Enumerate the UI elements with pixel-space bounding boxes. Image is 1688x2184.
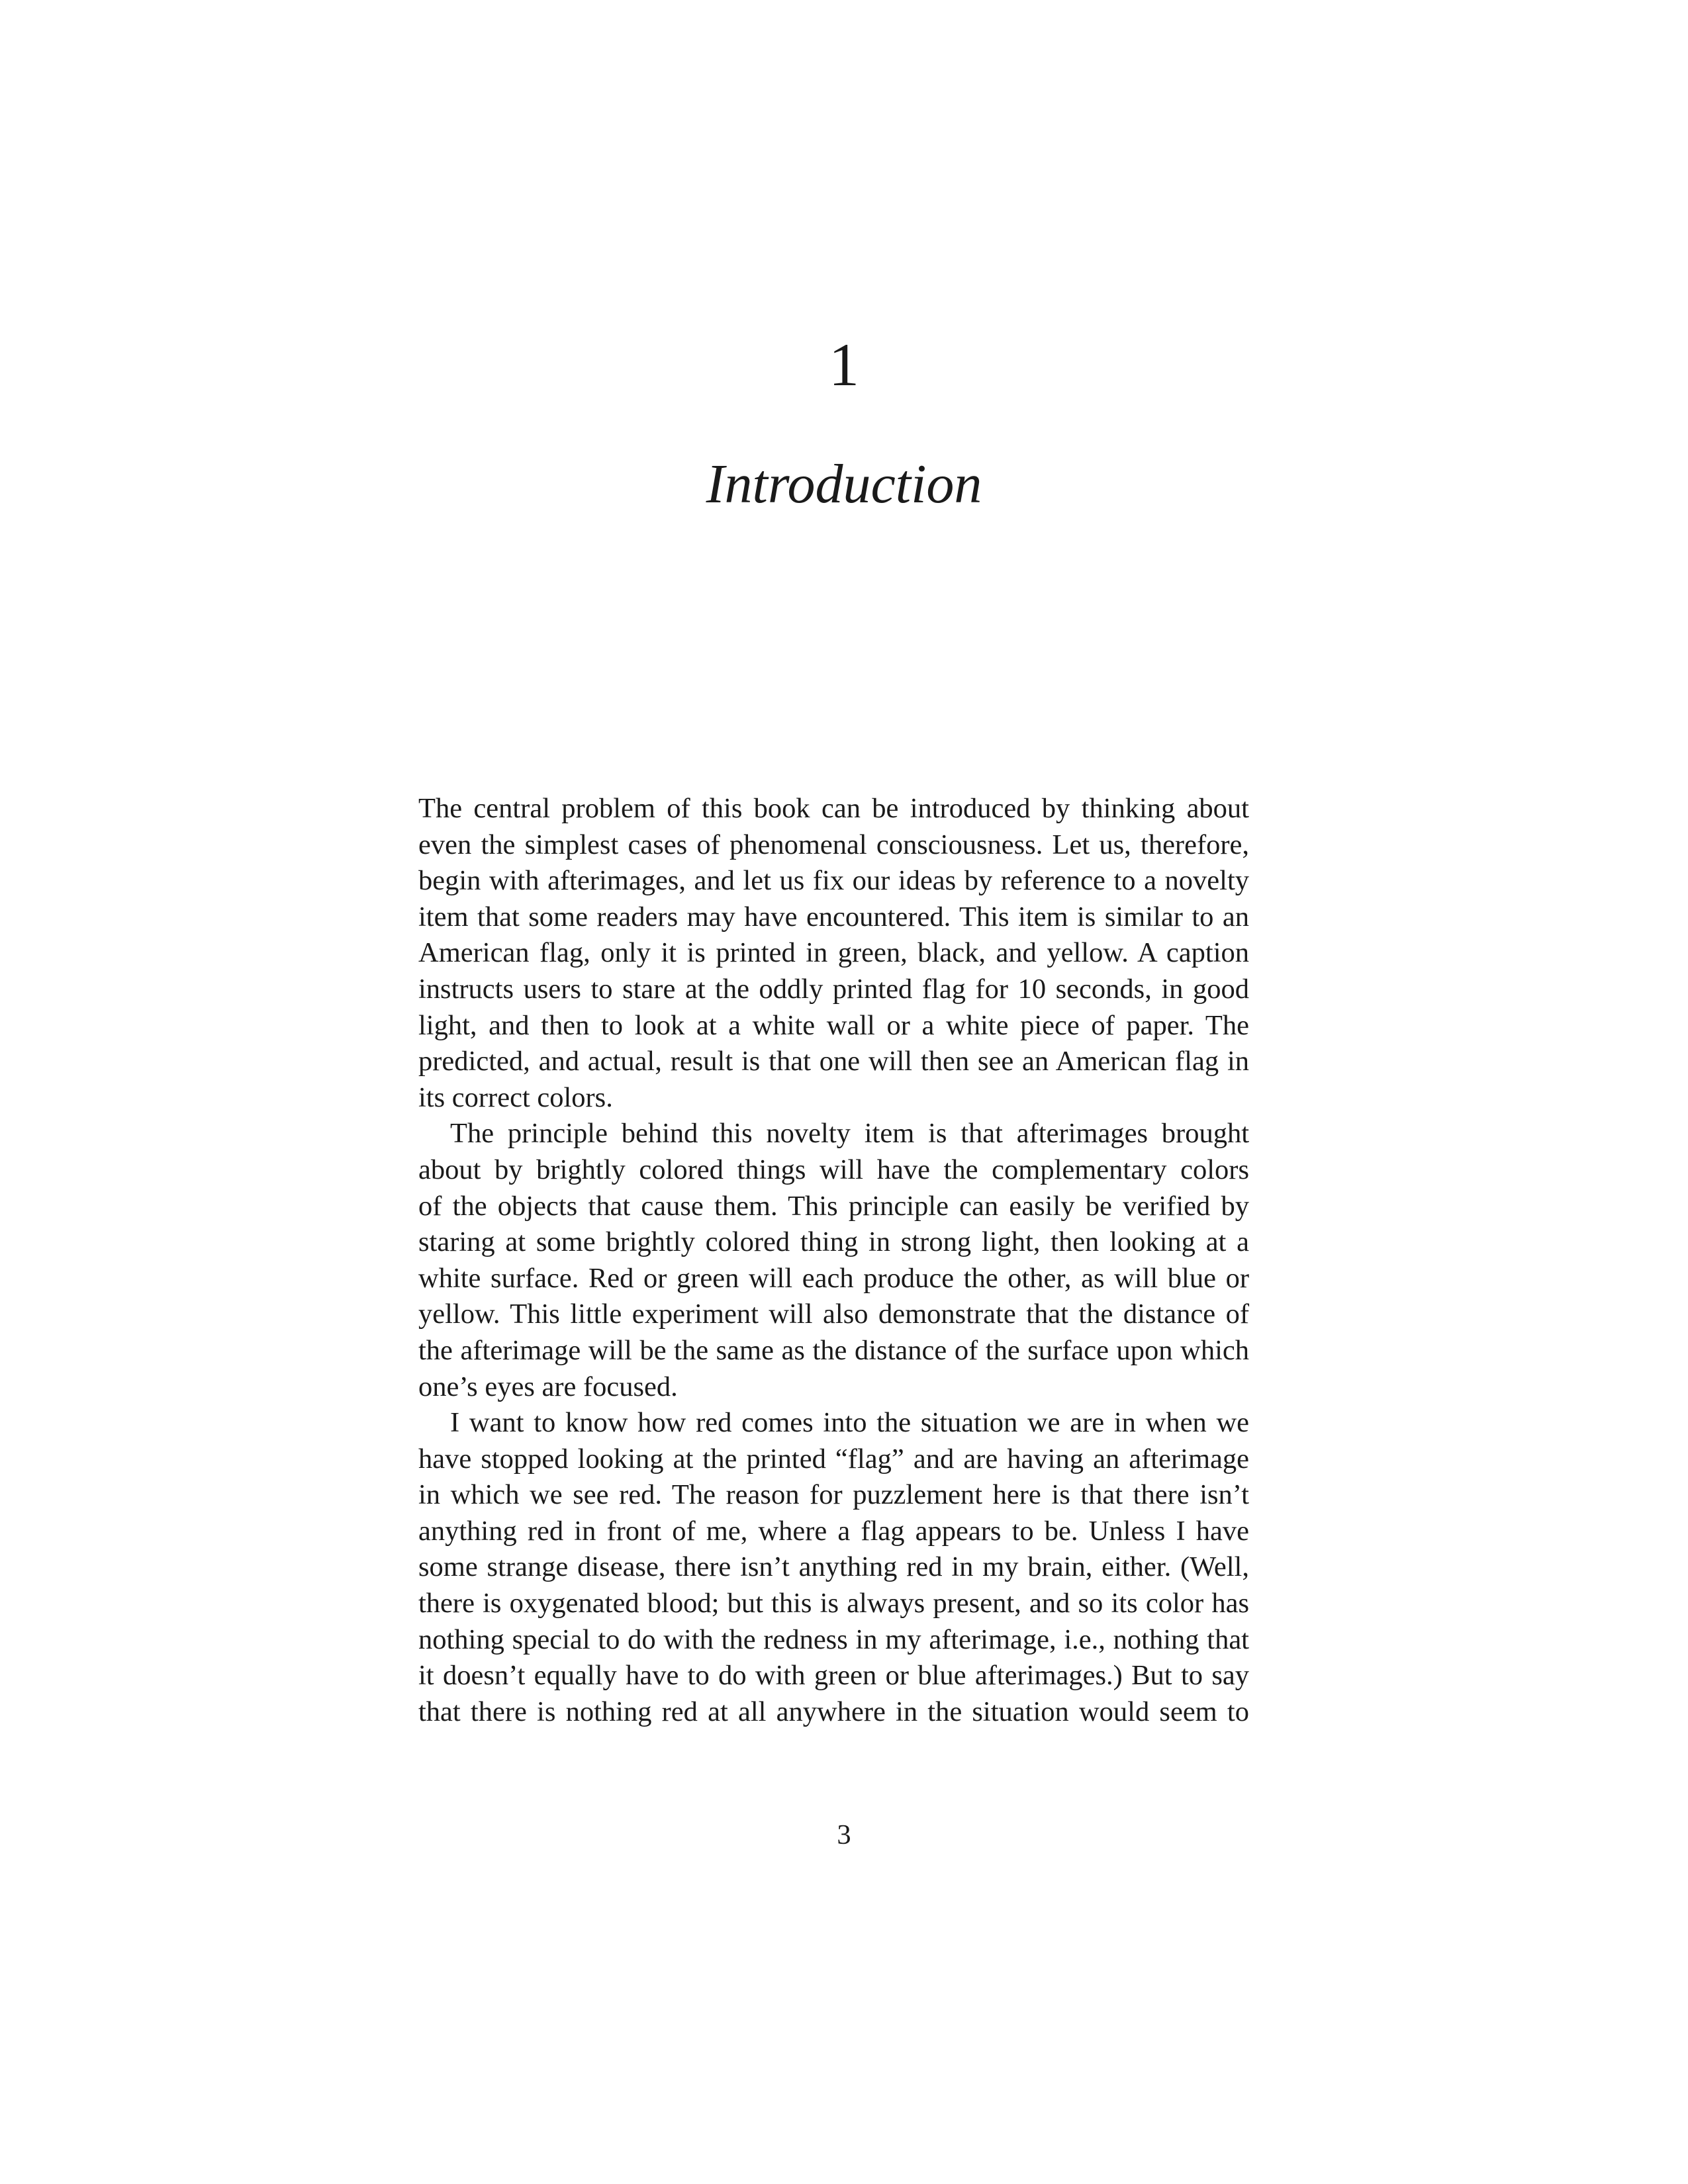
text-line: instructs users to stare at the oddly printed flag for 10 seconds, in good — [418, 973, 1249, 1005]
text-line: item that some readers may have encountered. This item is similar to an — [418, 901, 1249, 933]
text-line: light, and then to look at a white wall or a white piece of paper. The — [418, 1009, 1249, 1041]
text-line: nothing special to do with the redness in my afterimage, i.e., nothing that — [418, 1623, 1249, 1655]
text-line: the afterimage will be the same as the distance of the surface upon which — [418, 1334, 1249, 1366]
text-line: about by brightly colored things will have the complementary colors — [418, 1154, 1249, 1185]
body-text — [418, 791, 1249, 1730]
text-line: white surface. Red or green will each produce the other, as will blue or — [418, 1262, 1249, 1294]
text-line: its correct colors. — [418, 1081, 613, 1113]
text-line: I want to know how red comes into the situation we are in when we — [450, 1407, 1249, 1439]
text-line: of the objects that cause them. This principle can easily be verified by — [418, 1190, 1249, 1222]
text-line: one’s eyes are focused. — [418, 1371, 678, 1402]
text-line: have stopped looking at the printed “flag” and are having an afterimage — [418, 1443, 1249, 1475]
chapter-number: 1 — [829, 331, 859, 398]
text-line: American flag, only it is printed in green, black, and yellow. A caption — [418, 937, 1249, 969]
text-line: even the simplest cases of phenomenal consciousness. Let us, therefore, — [418, 829, 1249, 860]
text-line: The principle behind this novelty item is that afterimages brought — [450, 1118, 1249, 1150]
chapter-title: Introduction — [706, 453, 982, 515]
text-line: predicted, and actual, result is that one will then see an American flag in — [418, 1046, 1249, 1077]
text-line: in which we see red. The reason for puzzlement here is that there isn’t — [418, 1479, 1249, 1511]
text-line: it doesn’t equally have to do with green or blue afterimages.) But to say — [418, 1660, 1249, 1692]
text-line: yellow. This little experiment will also demonstrate that the distance of — [418, 1298, 1249, 1330]
text-line: there is oxygenated blood; but this is always present, and so its color has — [418, 1588, 1249, 1619]
text-line: some strange disease, there isn’t anything red in my brain, either. (Well, — [418, 1551, 1249, 1583]
text-line: begin with afterimages, and let us fix our ideas by reference to a novelty — [418, 865, 1249, 897]
text-line: anything red in front of me, where a flag appears to be. Unless I have — [418, 1515, 1249, 1547]
text-line: that there is nothing red at all anywhere in the situation would seem to — [418, 1696, 1249, 1727]
text-line: The central problem of this book can be introduced by thinking about — [418, 793, 1249, 824]
text-line: staring at some brightly colored thing in strong light, then looking at a — [418, 1226, 1249, 1258]
page-number: 3 — [837, 1819, 851, 1850]
